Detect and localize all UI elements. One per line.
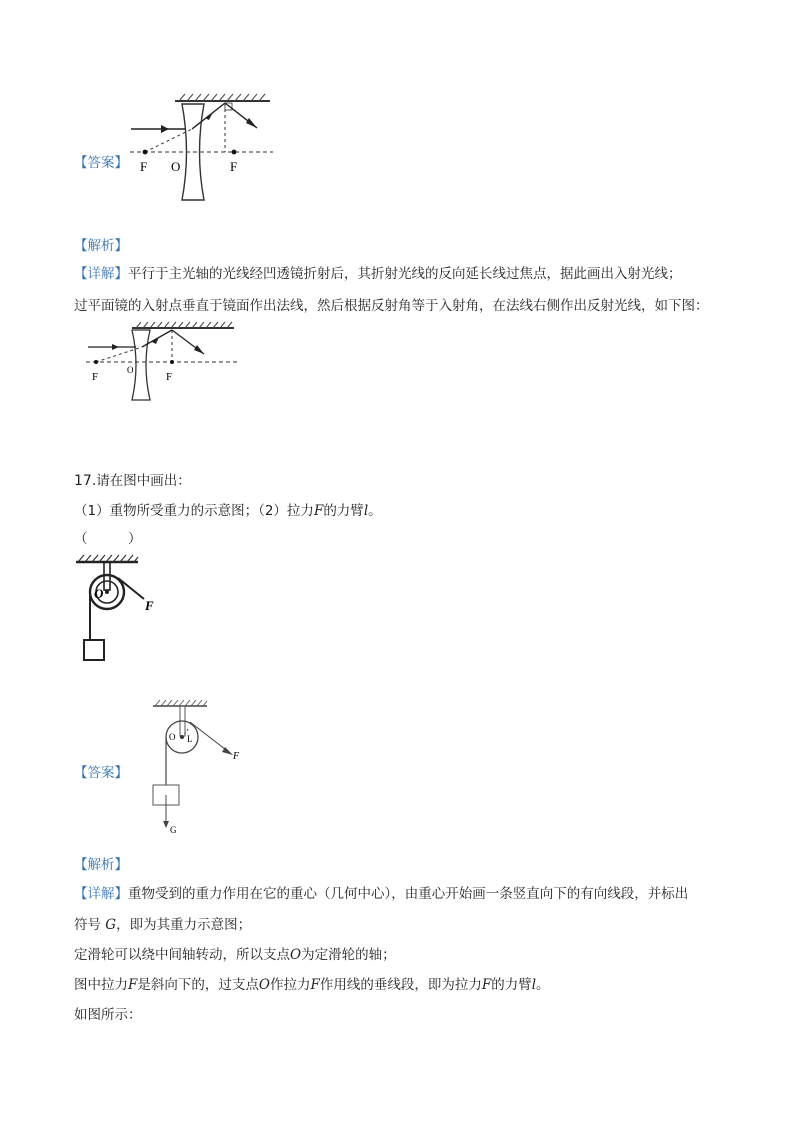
lens-mirror-answer-diagram (125, 92, 275, 204)
subpart-text-end: 。 (368, 503, 382, 519)
detail-16-text1: 平行于主光轴的光线经凹透镜折射后，其折射光线的反向延长线过焦点，据此画出入射光线； (128, 266, 682, 282)
focus-right-label: F (230, 159, 238, 174)
detail-17-line1 (74, 882, 688, 902)
var-f3: F (481, 977, 492, 993)
question-number: 17. (74, 473, 97, 489)
l3-text-a: 定滑轮可以绕中间轴转动，所以支点 (74, 947, 290, 963)
var-o2: O (258, 977, 270, 993)
question-17-subparts (74, 499, 382, 519)
fig-focus-right-label: F (166, 371, 173, 383)
detail-17-line5: 如图所示： (74, 1007, 142, 1023)
l4-text-a: 图中拉力 (74, 977, 128, 993)
detail-16-line2: 过平面镜的入射点垂直于镜面作出法线，然后根据反射角等于入射角，在法线右侧作出反射光线，如下图： (74, 298, 709, 314)
fig-optical-center-label: O (127, 365, 134, 375)
l2-text-b: ，即为其重力示意图； (116, 917, 252, 933)
l3-text-b: 为定滑轮的轴； (301, 947, 396, 963)
l4-text-c: 作拉力 (269, 977, 311, 993)
analysis-tag-16: 【解析】 (74, 238, 128, 254)
gravity-g-label: G (170, 825, 177, 835)
force-f-label-ans: F (233, 751, 240, 762)
detail-tag-17: 【详解】 (74, 886, 128, 902)
l4-text-f: 。 (536, 977, 550, 993)
analysis-tag-17: 【解析】 (74, 857, 128, 873)
lever-arm-l-label: L (187, 734, 193, 744)
detail-17-line4 (74, 973, 550, 993)
detail-17-text1: 重物受到的重力作用在它的重心（几何中心），由重心开始画一条竖直向下的有向线段，并标出 (128, 886, 689, 902)
fig-focus-left-label: F (92, 371, 99, 383)
var-f2: F (310, 977, 320, 993)
var-f: F (313, 503, 324, 519)
var-g: G (105, 917, 117, 933)
optical-center-label: O (171, 159, 181, 174)
lens-mirror-solution-figure (82, 320, 242, 404)
detail-16-line1 (74, 262, 682, 282)
force-f-label: F (145, 598, 154, 613)
pivot-o-label: O (94, 586, 104, 601)
detail-17-line3 (74, 943, 396, 963)
var-f1: F (128, 977, 138, 993)
answer-blank: （ ） (74, 531, 142, 547)
subpart-text-b: 的力臂 (323, 503, 364, 519)
question-prompt: 请在图中画出： (96, 473, 191, 489)
focus-left-label: F (140, 159, 148, 174)
question-17-heading (74, 469, 191, 489)
l4-text-e: 的力臂 (491, 977, 532, 993)
detail-17-line2 (74, 913, 251, 933)
answer-tag-16: 【答案】 (74, 155, 128, 171)
var-o: O (290, 947, 302, 963)
answer-tag-17: 【答案】 (74, 765, 128, 781)
l4-text-b: 是斜向下的，过支点 (137, 977, 259, 993)
l4-text-d: 作用线的垂线段，即为拉力 (319, 977, 482, 993)
pulley-answer-diagram (145, 697, 250, 839)
pivot-o-label-ans: O (169, 732, 176, 742)
detail-tag-16: 【详解】 (74, 266, 128, 282)
pulley-question-diagram (72, 552, 172, 664)
var-l2: l (531, 977, 537, 993)
l2-text-a: 符号 (74, 917, 101, 933)
var-l: l (363, 503, 369, 519)
subpart-text-a: （1）重物所受重力的示意图；（2）拉力 (74, 503, 314, 519)
